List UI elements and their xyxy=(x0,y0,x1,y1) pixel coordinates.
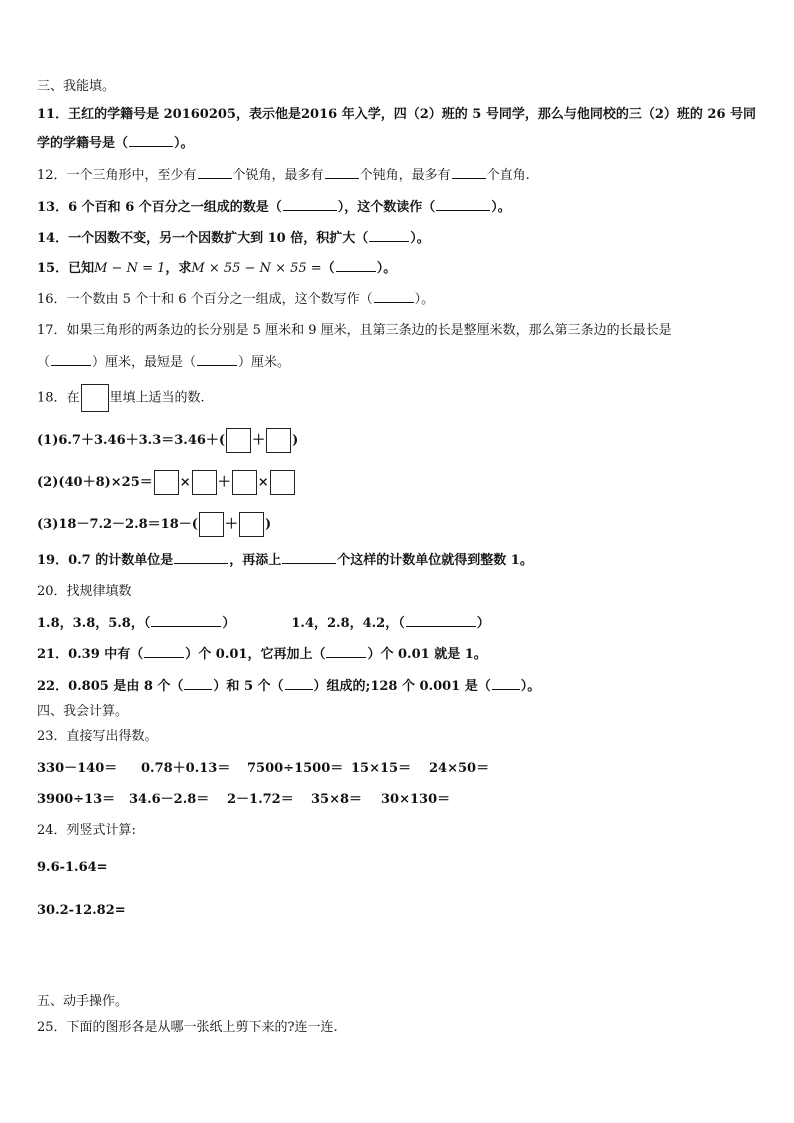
calc-item: 30×130＝ xyxy=(381,792,451,807)
q20-seq1-close: ） xyxy=(222,616,236,631)
q12-text2: 个锐角，最多有 xyxy=(232,168,324,183)
q19-blank2[interactable] xyxy=(282,551,336,564)
question-11-line2 xyxy=(37,134,194,153)
question-21 xyxy=(37,645,487,664)
q13-blank2[interactable] xyxy=(436,198,490,211)
q18-p3-plus: ＋ xyxy=(224,517,238,532)
q22-blank1[interactable] xyxy=(184,677,212,690)
q22-blank2[interactable] xyxy=(285,677,313,690)
q18-p2-box3[interactable] xyxy=(232,470,257,495)
calc-item: 35×8＝ xyxy=(311,792,363,807)
calc-row-1 xyxy=(37,760,499,778)
q14-text2: ）。 xyxy=(410,231,430,246)
calc-item: 3900÷13＝ xyxy=(37,792,116,807)
q14-text1: 14．一个因数不变，另一个因数扩大到 10 倍，积扩大（ xyxy=(37,231,369,246)
calc-item: 24×50＝ xyxy=(429,761,490,776)
calc-item: 7500÷1500＝ xyxy=(247,761,344,776)
section-four-heading: 四、我会计算。 xyxy=(37,704,129,719)
q14-blank[interactable] xyxy=(369,229,409,242)
question-20: 20．找规律填数 xyxy=(37,584,132,599)
q12-blank1[interactable] xyxy=(198,166,232,179)
q12-text3: 个钝角，最多有 xyxy=(359,168,451,183)
q17-open: （ xyxy=(37,355,51,370)
q21-blank2[interactable] xyxy=(326,645,366,658)
q12-text4: 个直角. xyxy=(486,168,530,183)
q20-blank2[interactable] xyxy=(406,614,476,627)
calc-item: 2－1.72＝ xyxy=(227,792,294,807)
q18-text1: 18．在 xyxy=(37,390,80,406)
q20-seq1: 1.8，3.8，5.8，（ xyxy=(37,616,151,631)
q22-text3: ）组成的;128 个 0.001 是（ xyxy=(313,679,491,694)
question-18-part1 xyxy=(37,428,298,453)
q18-p3-close: ) xyxy=(264,517,272,532)
question-24-a: 9.6-1.64= xyxy=(37,860,108,875)
q13-text2: ），这个数读作（ xyxy=(337,200,436,215)
q15-equation-find: M × 55 − N × 55 = xyxy=(191,261,322,276)
q15-blank[interactable] xyxy=(336,259,376,272)
q19-text1: 19．0.7 的计数单位是 xyxy=(37,553,174,568)
q21-text1: 21．0.39 中有（ xyxy=(37,647,144,662)
q16-blank[interactable] xyxy=(374,290,414,303)
question-18 xyxy=(37,384,205,412)
q15-close: ）。 xyxy=(376,261,397,276)
q19-blank1[interactable] xyxy=(174,551,228,564)
q20-seq2-close: ） xyxy=(476,616,490,631)
q19-text2: ，再添上 xyxy=(229,553,282,568)
q19-text3: 个这样的计数单位就得到整数 1。 xyxy=(337,553,533,568)
calc-item: 0.78＋0.13＝ xyxy=(141,761,231,776)
q22-text4: ）。 xyxy=(520,679,541,694)
q12-blank3[interactable] xyxy=(452,166,486,179)
question-16 xyxy=(37,290,434,309)
question-17-line1: 17．如果三角形的两条边的长分别是 5 厘米和 9 厘米，且第三条边的长是整厘米数，那么第三条边的长最长是 xyxy=(37,323,672,338)
calc-item: 34.6－2.8＝ xyxy=(129,792,210,807)
question-23: 23．直接写出得数。 xyxy=(37,729,158,744)
q18-p1-text: (1)6.7＋3.46＋3.3＝3.46＋( xyxy=(37,433,226,448)
question-20-sequences xyxy=(37,614,490,633)
q15-text1: 15．已知 xyxy=(37,261,95,276)
question-15 xyxy=(37,259,396,278)
q18-example-box xyxy=(81,384,109,412)
q18-p3-box1[interactable] xyxy=(199,512,224,537)
q18-p2-times2: × xyxy=(257,475,269,490)
question-14 xyxy=(37,229,430,248)
q21-text2: ）个 0.01，它再加上（ xyxy=(185,647,326,662)
q21-blank1[interactable] xyxy=(144,645,184,658)
section-five-heading: 五、动手操作。 xyxy=(37,994,129,1009)
question-25: 25．下面的图形各是从哪一张纸上剪下来的?连一连. xyxy=(37,1020,338,1035)
question-22 xyxy=(37,677,540,696)
q18-p2-box4[interactable] xyxy=(270,470,295,495)
q18-p2-times1: × xyxy=(179,475,191,490)
q13-text1: 13．6 个百和 6 个百分之一组成的数是（ xyxy=(37,200,282,215)
q18-p2-box1[interactable] xyxy=(154,470,179,495)
q11-text: 学的学籍号是（ xyxy=(37,136,129,151)
q18-p1-close: ) xyxy=(292,433,299,448)
q20-blank1[interactable] xyxy=(151,614,221,627)
question-11-line1: 11．王红的学籍号是 20160205，表示他是2016 年入学，四（2）班的 5 号同学，那么与他同校的三（2）班的 26 号同 xyxy=(37,107,757,122)
q12-text1: 12．一个三角形中，至少有 xyxy=(37,168,197,183)
q18-text2: 里填上适当的数. xyxy=(109,390,205,406)
question-24: 24．列竖式计算: xyxy=(37,823,136,838)
q18-p2-box2[interactable] xyxy=(192,470,217,495)
calc-item: 330－140＝ xyxy=(37,761,118,776)
q22-text2: ）和 5 个（ xyxy=(213,679,284,694)
question-18-part2 xyxy=(37,470,296,495)
q22-text1: 22．0.805 是由 8 个（ xyxy=(37,679,184,694)
calc-row-2 xyxy=(37,791,461,809)
q11-blank[interactable] xyxy=(129,134,173,147)
q16-text1: 16．一个数由 5 个十和 6 个百分之一组成，这个数写作（ xyxy=(37,292,373,307)
q17-blank2[interactable] xyxy=(197,353,237,366)
question-13 xyxy=(37,198,511,217)
q18-p2-text: (2)(40＋8)×25＝ xyxy=(37,475,153,490)
q21-text3: ）个 0.01 就是 1。 xyxy=(367,647,487,662)
q16-text2: ）。 xyxy=(414,292,435,307)
q13-blank1[interactable] xyxy=(283,198,337,211)
q18-p1-box2[interactable] xyxy=(266,428,291,453)
q11-close: ）。 xyxy=(174,136,194,151)
q15-equation-given: M − N = 1 xyxy=(94,261,166,276)
q18-p3-box2[interactable] xyxy=(239,512,264,537)
q13-text3: ）。 xyxy=(491,200,511,215)
q15-open: （ xyxy=(321,261,335,276)
q18-p1-box1[interactable] xyxy=(226,428,251,453)
question-24-b: 30.2-12.82= xyxy=(37,903,126,918)
q18-p1-plus: ＋ xyxy=(252,433,266,448)
q17-text3: ）厘米。 xyxy=(238,355,291,370)
q22-blank3[interactable] xyxy=(492,677,520,690)
question-18-part3 xyxy=(37,512,271,537)
q18-p2-plus: ＋ xyxy=(217,475,231,490)
section-three-heading: 三、我能填。 xyxy=(37,79,116,94)
q17-text2: ）厘米，最短是（ xyxy=(92,355,197,370)
calc-item: 15×15＝ xyxy=(351,761,412,776)
question-17-line2 xyxy=(37,353,290,372)
q15-text2: ，求 xyxy=(165,261,192,276)
q20-seq2: 1.4，2.8，4.2，（ xyxy=(291,616,405,631)
question-19 xyxy=(37,551,533,570)
q18-p3-text: (3)18－7.2－2.8＝18－( xyxy=(37,517,198,532)
q12-blank2[interactable] xyxy=(325,166,359,179)
q17-blank1[interactable] xyxy=(51,353,91,366)
question-12 xyxy=(37,166,530,185)
